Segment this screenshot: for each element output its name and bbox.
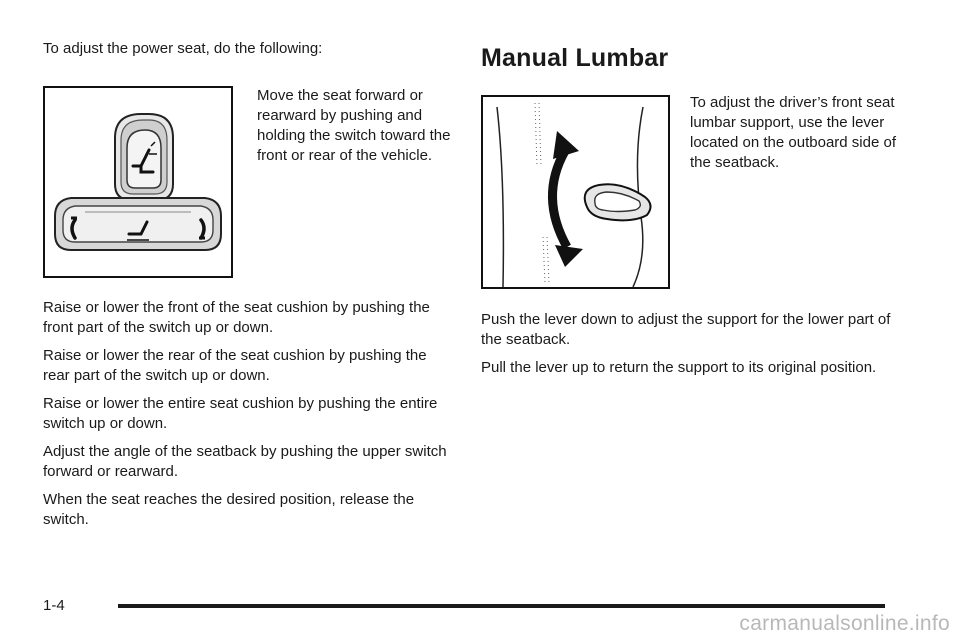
power-seat-figure-caption: Move the seat forward or rearward by pushing and holding the switch toward the front or rear of the vehicle. — [257, 87, 451, 164]
up-down-arrow-icon — [552, 131, 583, 267]
power-seat-instructions — [43, 298, 453, 538]
lumbar-lever-figure — [481, 95, 670, 289]
instruction-paragraph: Pull the lever up to return the support to its original position. — [481, 359, 877, 376]
instruction-paragraph: Push the lever down to adjust the support for the lower part of the seatback. — [481, 311, 891, 348]
lumbar-instructions — [481, 310, 896, 386]
cushion-switch-icon — [55, 198, 221, 250]
instruction-paragraph: Adjust the angle of the seatback by pushing the upper switch forward or rearward. — [43, 443, 447, 480]
power-seat-intro: To adjust the power seat, do the following: — [43, 40, 323, 57]
power-seat-switch-figure — [43, 86, 233, 278]
site-watermark: carmanualsonline.info — [739, 612, 950, 635]
section-heading: Manual Lumbar — [481, 44, 669, 72]
lumbar-lever-illustration — [483, 97, 668, 287]
page-number: 1-4 — [43, 597, 65, 614]
footer-divider — [118, 604, 885, 608]
lumbar-figure-caption: To adjust the driver’s front seat lumbar support, use the lever located on the outboard side of the seatback. — [690, 94, 896, 171]
lumbar-lever-icon — [585, 184, 651, 220]
power-seat-switch-illustration — [45, 88, 231, 276]
instruction-paragraph: Raise or lower the front of the seat cushion by pushing the front part of the switch up or down. — [43, 299, 430, 336]
instruction-paragraph: Raise or lower the rear of the seat cushion by pushing the rear part of the switch up or down. — [43, 347, 427, 384]
instruction-paragraph: Raise or lower the entire seat cushion by pushing the entire switch up or down. — [43, 395, 438, 432]
instruction-paragraph: When the seat reaches the desired position, release the switch. — [43, 491, 415, 528]
